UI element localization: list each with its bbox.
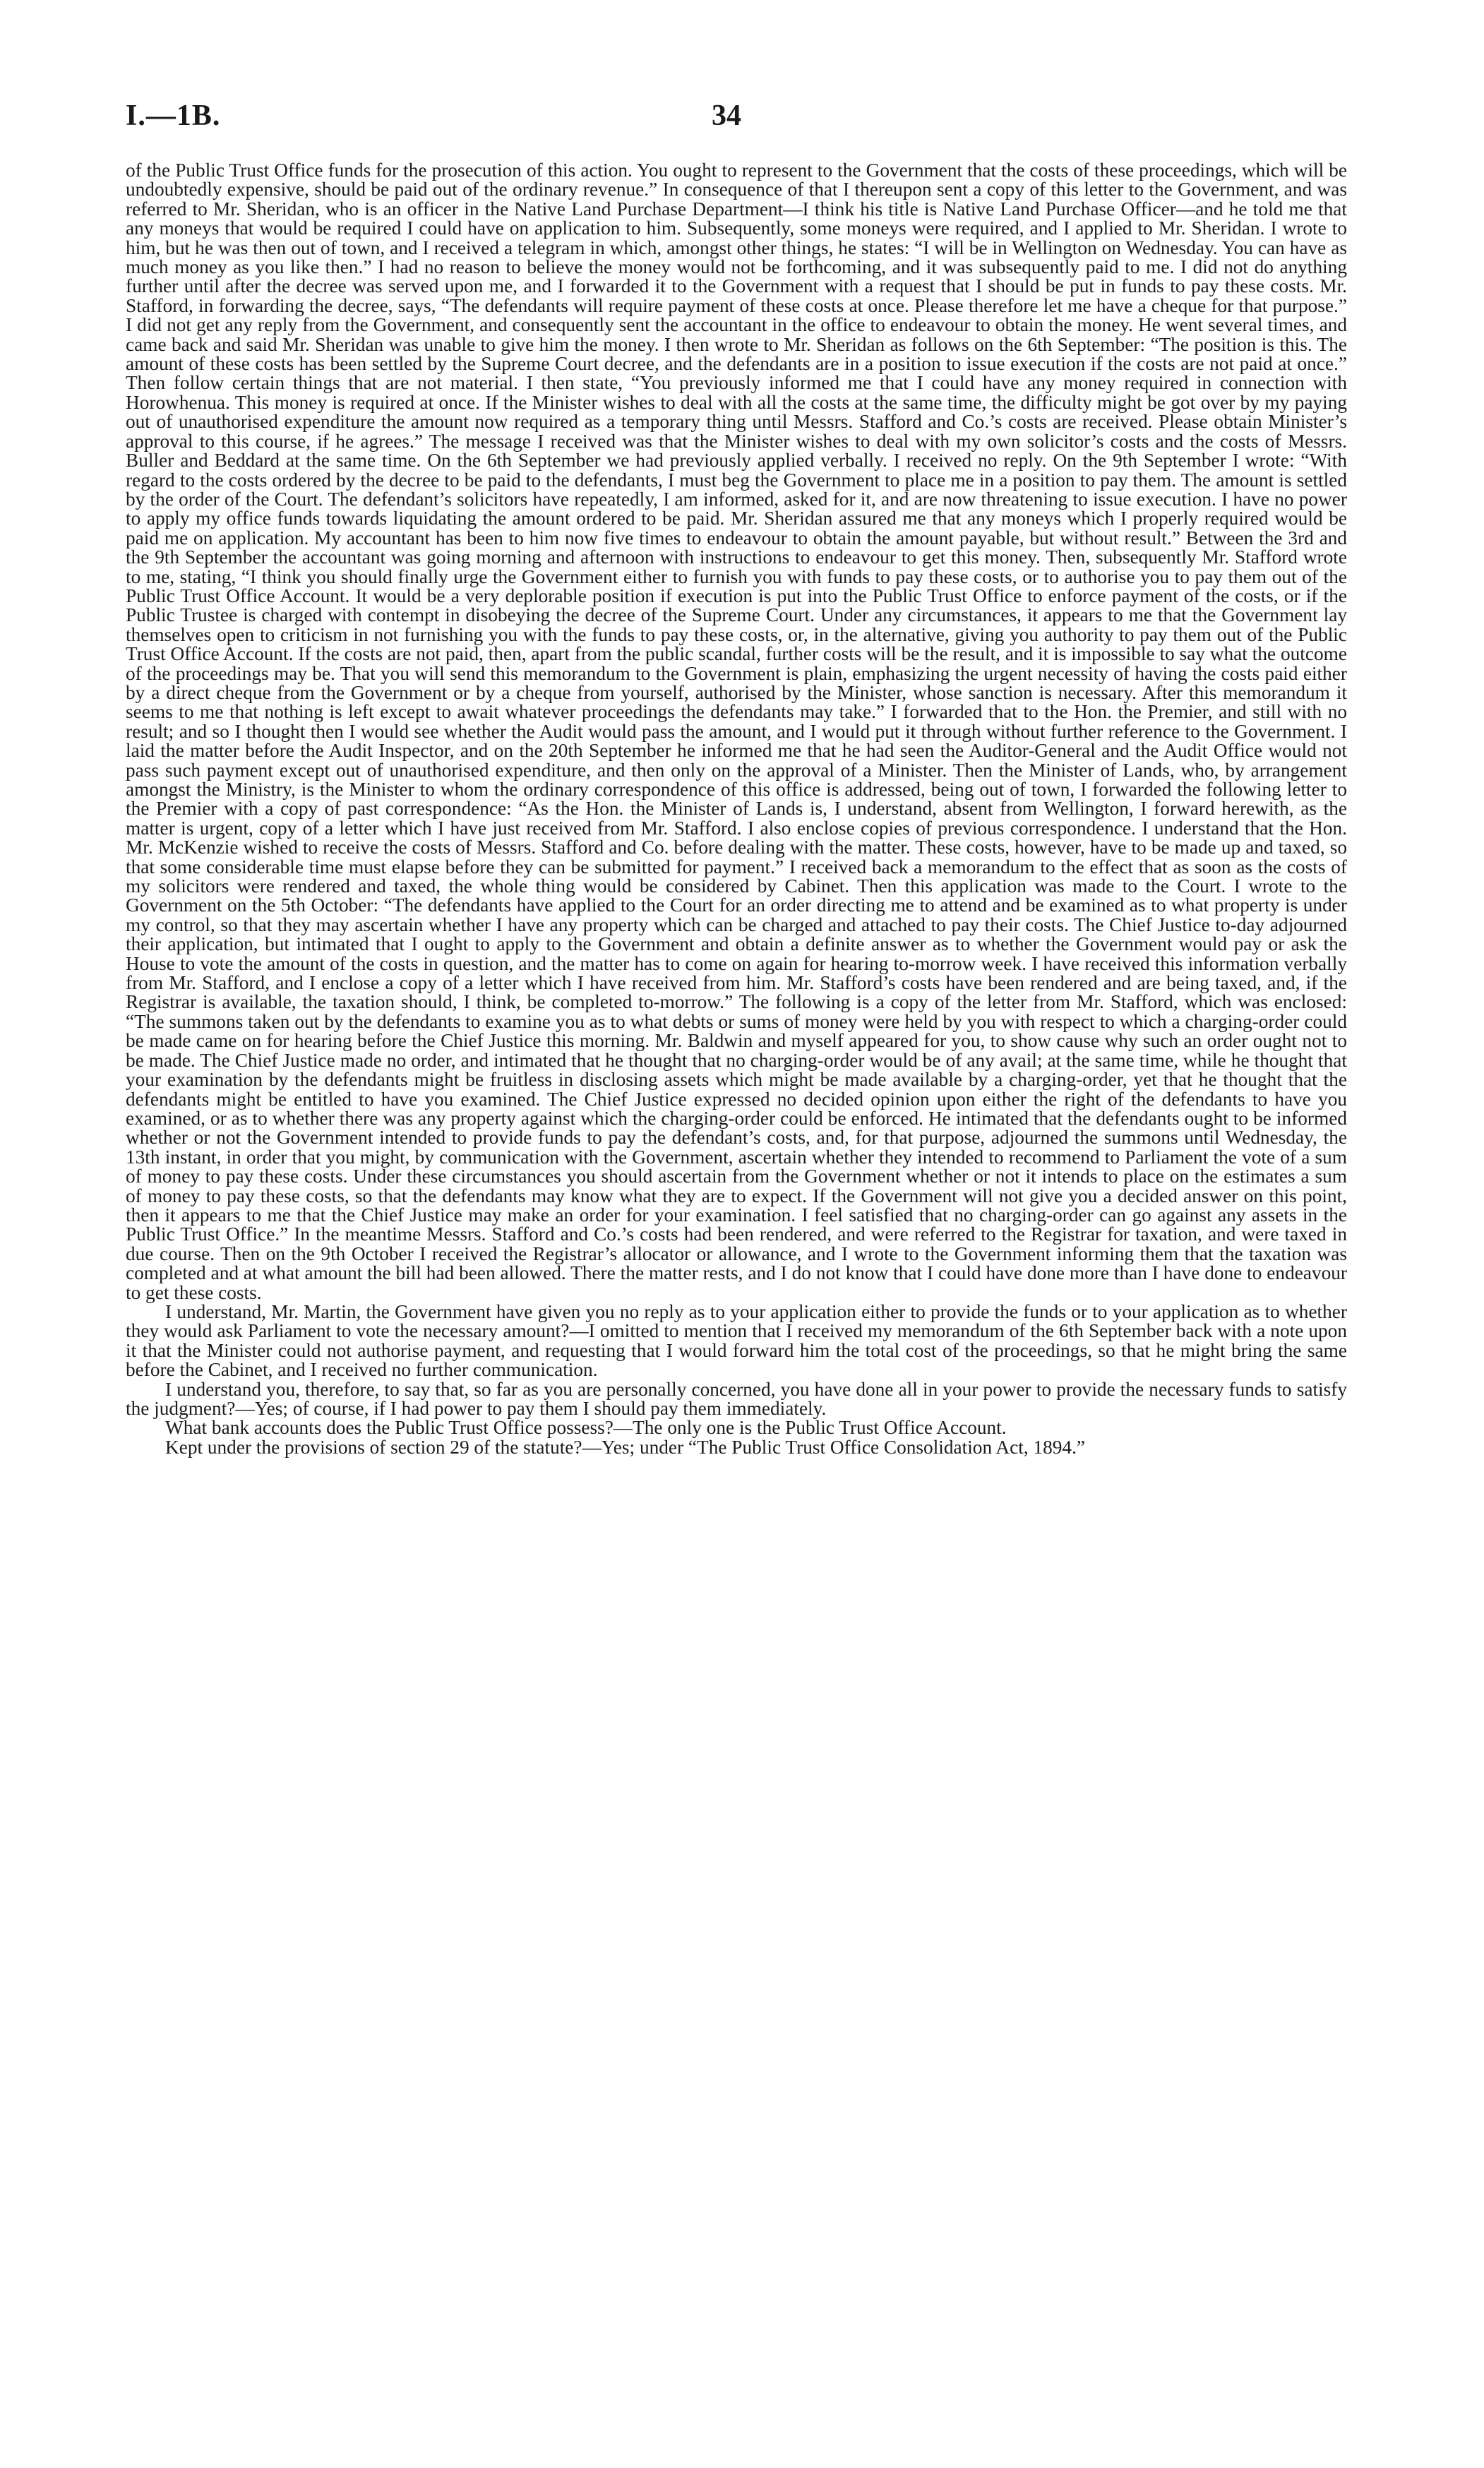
paragraph-question-2: I understand you, therefore, to say that, so far as you are personally concerned, you have done all in your power to provide the necessary funds to satisfy the judgment?—Yes; of course, if I had power to pay them I should pay them immediately. [126, 1378, 1347, 1419]
paragraph-question-4: Kept under the provisions of section 29 of the statute?—Yes; under “The Public Trust Office Consolidation Act, 1894.” [165, 1436, 1086, 1458]
page-header [126, 99, 1347, 141]
paragraph-question-1: I understand, Mr. Martin, the Government have given you no reply as to your application either to provide the funds or to your application as to whether they would ask Parliament to vote the necessary amount?—I omitted to mention that I received my memorandum of the 6th September back with a note upon it that the Minister could not authorise payment, and requesting that I would forward him the total cost of the proceedings, so that he might bring the same before the Cabinet, and I received no further communication. [126, 1300, 1347, 1381]
document-reference: I.—1B. [126, 100, 221, 132]
paragraph-question-3: What bank accounts does the Public Trust Office possess?—The only one is the Public Trust Office Account. [165, 1417, 1007, 1439]
body-text [126, 161, 1347, 1457]
paragraph-testimony: of the Public Trust Office funds for the prosecution of this action. You ought to represent to the Government that the costs of these proceedings, which will be undoubtedly expensive, should be paid out of the ordinary revenue.” In consequence of that I thereupon sent a copy of this letter to the Government, and was referred to Mr. Sheridan, who is an officer in the Native Land Purchase Department—I think his title is Native Land Purchase Officer—and he told me that any moneys that would be required I could have on application to him. Subsequently, some moneys were required, and I applied to Mr. Sheridan. I wrote to him, but he was then out of town, and I received a telegram in which, amongst other things, he states: “I will be in Wellington on Wednesday. You can have as much money as you like then.” I had no reason to believe the money would not be forthcoming, and it was subsequently paid to me. I did not do anything further until after the decree was served upon me, and I forwarded it to the Government with a request that I should be put in funds to pay these costs. Mr. Stafford, in forwarding the decree, says, “The defendants will require payment of these costs at once. Please therefore let me have a cheque for that purpose.” I did not get any reply from the Government, and consequently sent the accountant in the office to endeavour to obtain the money. He went several times, and came back and said Mr. Sheridan was unable to give him the money. I then wrote to Mr. Sheridan as follows on the 6th September: “The position is this. The amount of these costs has been settled by the Supreme Court decree, and the defendants are in a position to issue execution if the costs are not paid at once.” Then follow certain things that are not material. I then state, “You previously informed me that I could have any money required in connection with Horowhenua. This money is required at once. If the Minister wishes to deal with all the costs at the same time, the difficulty might be got over by my paying out of unauthorised expenditure the amount now required as a temporary thing until Messrs. Stafford and Co.’s costs are received. Please obtain Minister’s approval to this course, if he agrees.” The message I received was that the Minister wishes to deal with my own solicitor’s costs and the costs of Messrs. Buller and Beddard at the same time. On the 6th September we had previously applied verbally. I received no reply. On the 9th September I wrote: “With regard to the costs ordered by the decree to be paid to the defendants, I must beg the Government to place me in a position to pay them. The amount is settled by the order of the Court. The defendant’s solicitors have repeatedly, I am informed, asked for it, and are now threatening to issue execution. I have no power to apply my office funds towards liquidating the amount ordered to be paid. Mr. Sheridan assured me that any moneys which I properly required would be paid me on application. My accountant has been to him now five times to endeavour to obtain the amount payable, but without result.” Between the 3rd and the 9th September the accountant was going morning and afternoon with instructions to endeavour to get this money. Then, subsequently Mr. Stafford wrote to me, stating, “I think you should finally urge the Government either to furnish you with funds to pay these costs, or to authorise you to pay them out of the Public Trust Office Account. It would be a very deplorable position if execution is put into the Public Trust Office to enforce payment of the costs, or if the Public Trustee is charged with contempt in disobeying the decree of the Supreme Court. Under any circumstances, it appears to me that the Government lay themselves open to criticism in not furnishing you with the funds to pay these costs, or, in the alternative, giving you authority to pay them out of the Public Trust Office Account. If the costs are not paid, then, apart from the public scandal, further costs will be the result, and it is impossible to say what the outcome of the proceedings may be. That you will send this memorandum to the Government is plain, emphasizing the urgent necessity of having the costs paid either by a direct cheque from the Government or by a cheque from yourself, authorised by the Minister, whose sanction is necessary. After this memorandum it seems to me that nothing is left except to await whatever proceedings the defendants may take.” I forwarded that to the Hon. the Premier, and still with no result; and so I thought then I would see whether the Audit would pass the amount, and I would put it through without further reference to the Government. I laid the matter before the Audit Inspector, and on the 20th September he informed me that he had seen the Auditor-General and the Audit Office would not pass such payment except out of unauthorised expenditure, and then only on the approval of a Minister. Then the Minister of Lands, who, by arrangement amongst the Ministry, is the Minister to whom the ordinary correspondence of this office is addressed, being out of town, I forwarded the following letter to the Premier with a copy of past correspondence: “As the Hon. the Minister of Lands is, I understand, absent from Wellington, I forward herewith, as the matter is urgent, copy of a letter which I have just received from Mr. Stafford. I also enclose copies of previous correspondence. I understand that the Hon. Mr. McKenzie wished to receive the costs of Messrs. Stafford and Co. before dealing with the matter. These costs, however, have to be made up and taxed, so that some considerable time must elapse before they can be submitted for payment.” I received back a memorandum to the effect that as soon as the costs of my solicitors were rendered and taxed, the whole thing would be considered by Cabinet. Then this application was made to the Court. I wrote to the Government on the 5th October: “The defendants have applied to the Court for an order directing me to attend and be examined as to what property is under my control, so that they may ascertain whether I have any property which can be charged and attached to pay their costs. The Chief Justice to-day adjourned their application, but intimated that I ought to apply to the Government and obtain a definite answer as to whether the Government would pay or ask the House to vote the amount of the costs in question, and the matter has to come on again for hearing to-morrow week. I have received this information verbally from Mr. Stafford, and I enclose a copy of a letter which I have received from him. Mr. Stafford’s costs have been rendered and are being taxed, and, if the Registrar is available, the taxation should, I think, be completed to-morrow.” The following is a copy of the letter from Mr. Stafford, which was enclosed: “The summons taken out by the defendants to examine you as to what debts or sums of money were held by you with respect to which a charging-order could be made came on for hearing before the Chief Justice this morning. Mr. Baldwin and myself appeared for you, to show cause why such an order ought not to be made. The Chief Justice made no order, and intimated that he thought that no charging-order would be of any avail; at the same time, while he thought that your examination by the defendants might be fruitless in disclosing assets which might be made available by a charging-order, yet that he thought that the defendants might be entitled to have you examined. The Chief Justice expressed no decided opinion upon either the right of the defendants to have you examined, or as to whether there was any property against which the charging-order could be enforced. He intimated that the defendants ought to be informed whether or not the Government intended to provide funds to pay the defendant’s costs, and, for that purpose, adjourned the summons until Wednesday, the 13th instant, in order that you might, by communication with the Government, ascertain whether they intended to recommend to Parliament the vote of a sum of money to pay these costs. Under these circumstances you should ascertain from the Government whether or not it intends to place on the estimates a sum of money to pay these costs, so that the defendants may know what they are to expect. If the Government will not give you a decided answer on this point, then it appears to me that the Chief Justice may make an order for your examination. I feel satisfied that no charging-order can go against any assets in the Public Trust Office.” In the meantime Messrs. Stafford and Co.’s costs had been rendered, and were referred to the Registrar for taxation, and were taxed in due course. Then on the 9th October I received the Registrar’s allocator or allowance, and I wrote to the Government informing them that the taxation was completed and at what amount the bill had been allowed. There the matter rests, and I do not know that I could have done more than I have done to endeavour to get these costs. [126, 160, 1347, 1303]
page-number: 34 [712, 100, 741, 132]
